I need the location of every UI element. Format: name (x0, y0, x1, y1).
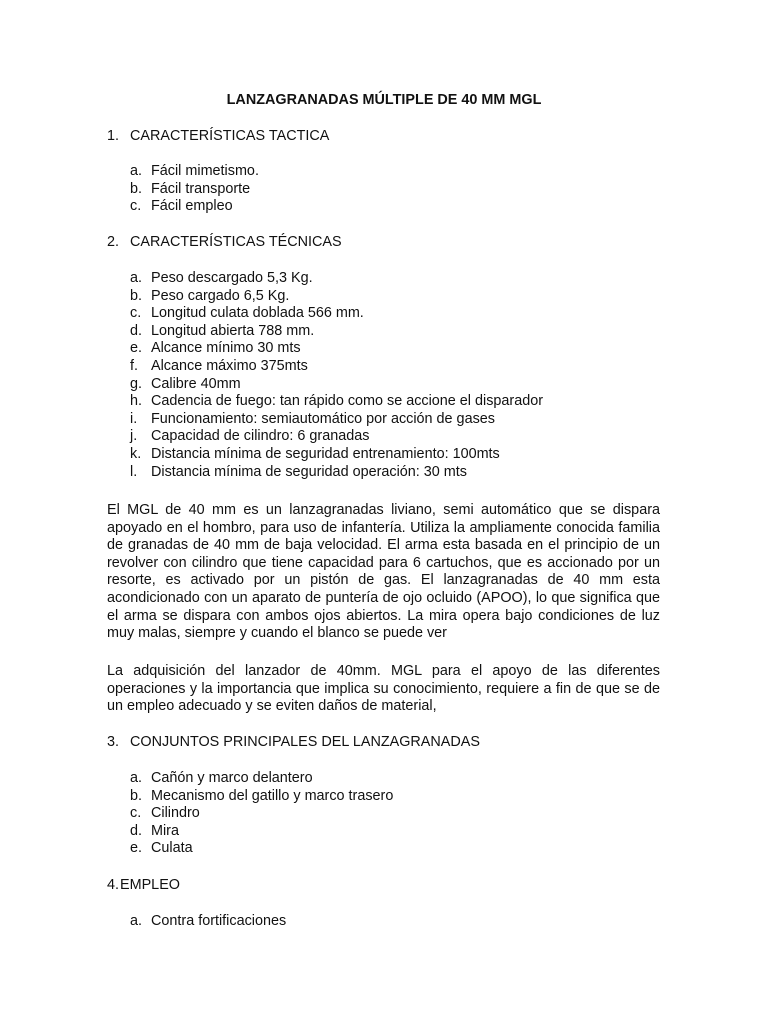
list-item-text: Fácil transporte (151, 180, 251, 197)
list-item (130, 393, 543, 411)
list-item-text: Alcance máximo 375mts (151, 357, 308, 374)
list-item-text: Cilindro (151, 805, 200, 822)
list-marker: j. (130, 428, 138, 445)
section-4-list (130, 913, 286, 931)
section-number: 2. (107, 234, 120, 250)
acquisition-paragraph: La adquisición del lanzador de 40mm. MGL para el apoyo de las diferentes operaciones y la importancia que implica su conocimiento, requiere a fin de que se de un empleo adecuado y se eviten daños de material, (107, 663, 660, 715)
list-item-text: Mecanismo del gatillo y marco trasero (151, 787, 394, 804)
list-item (130, 376, 543, 394)
list-item (130, 323, 543, 341)
list-item-text: Mira (151, 822, 179, 839)
section-title: CARACTERÍSTICAS TACTICA (130, 128, 330, 144)
list-item-text: Alcance mínimo 30 mts (151, 340, 301, 357)
list-marker: a. (130, 270, 143, 286)
document-title: LANZAGRANADAS MÚLTIPLE DE 40 MM MGL (226, 92, 542, 108)
list-item (130, 428, 543, 446)
list-item-text: Capacidad de cilindro: 6 granadas (151, 428, 370, 445)
section-3-heading (107, 734, 480, 752)
section-3-list (130, 770, 393, 858)
section-number: 4. (107, 877, 120, 893)
list-marker: i. (130, 410, 138, 427)
section-2-list (130, 270, 543, 481)
list-marker: b. (130, 180, 143, 197)
list-item-text: Longitud culata doblada 566 mm. (151, 305, 364, 322)
section-title: CONJUNTOS PRINCIPALES DEL LANZAGRANADAS (130, 734, 480, 750)
list-item (130, 305, 543, 323)
list-item-text: Calibre 40mm (151, 375, 241, 392)
list-item (130, 788, 393, 806)
list-marker: c. (130, 805, 142, 822)
list-item (130, 340, 543, 358)
list-item-text: Peso descargado 5,3 Kg. (151, 270, 313, 286)
list-marker: a. (130, 770, 143, 786)
list-marker: c. (130, 305, 142, 322)
section-title: CARACTERÍSTICAS TÉCNICAS (130, 234, 342, 250)
list-item (130, 288, 543, 306)
section-1-heading (107, 128, 329, 146)
description-paragraph: El MGL de 40 mm es un lanzagranadas liviano, semi automático que se dispara apoyado en el hombro, para uso de infantería. Utiliza la ampliamente conocida familia de granadas de 40 mm de baja velocidad. El arma esta basada en el principio de un revolver con cilindro que tiene capacidad para 6 cartuchos, que es accionado por un resorte, es activado por un pistón de gas. El lanzagranadas de 40 mm esta acondicionado con un aparato de puntería de ojo ocluido (APOO), lo que significa que el arma se dispara con ambos ojos abiertos. La mira opera bajo condiciones de luz muy malas, siempre y cuando el blanco se puede ver (107, 502, 660, 642)
list-item-text: Cadencia de fuego: tan rápido como se accione el disparador (151, 393, 543, 410)
list-item (130, 358, 543, 376)
list-item (130, 181, 259, 199)
list-marker: l. (130, 463, 138, 480)
list-marker: e. (130, 340, 143, 357)
list-item (130, 411, 543, 429)
list-marker: d. (130, 322, 143, 339)
list-marker: a. (130, 163, 143, 179)
list-item-text: Funcionamiento: semiautomático por acción de gases (151, 410, 495, 427)
list-item-text: Cañón y marco delantero (151, 770, 313, 786)
section-title: EMPLEO (120, 877, 180, 893)
section-number: 3. (107, 734, 120, 750)
list-item (130, 805, 393, 823)
list-item-text: Distancia mínima de seguridad entrenamiento: 100mts (151, 445, 500, 462)
section-2-heading (107, 234, 342, 252)
list-item (130, 913, 286, 931)
list-item-text: Longitud abierta 788 mm. (151, 322, 315, 339)
list-item (130, 770, 393, 788)
list-marker: b. (130, 787, 143, 804)
list-item-text: Fácil mimetismo. (151, 163, 259, 179)
list-item (130, 198, 259, 216)
list-marker: h. (130, 393, 143, 410)
list-item-text: Contra fortificaciones (151, 913, 287, 929)
section-1-list (130, 163, 259, 216)
list-item (130, 823, 393, 841)
list-item-text: Peso cargado 6,5 Kg. (151, 287, 290, 304)
list-item-text: Culata (151, 840, 193, 857)
list-item (130, 270, 543, 288)
list-item (130, 840, 393, 858)
list-marker: c. (130, 198, 142, 215)
list-item-text: Fácil empleo (151, 198, 233, 215)
list-marker: f. (130, 357, 138, 374)
list-item-text: Distancia mínima de seguridad operación: 30 mts (151, 463, 467, 480)
list-marker: d. (130, 822, 143, 839)
section-number: 1. (107, 128, 120, 144)
list-marker: k. (130, 445, 142, 462)
section-4-heading (107, 877, 180, 895)
list-marker: e. (130, 840, 143, 857)
list-marker: a. (130, 913, 143, 929)
list-marker: b. (130, 287, 143, 304)
list-marker: g. (130, 375, 143, 392)
list-item (130, 163, 259, 181)
list-item (130, 446, 543, 464)
list-item (130, 464, 543, 482)
